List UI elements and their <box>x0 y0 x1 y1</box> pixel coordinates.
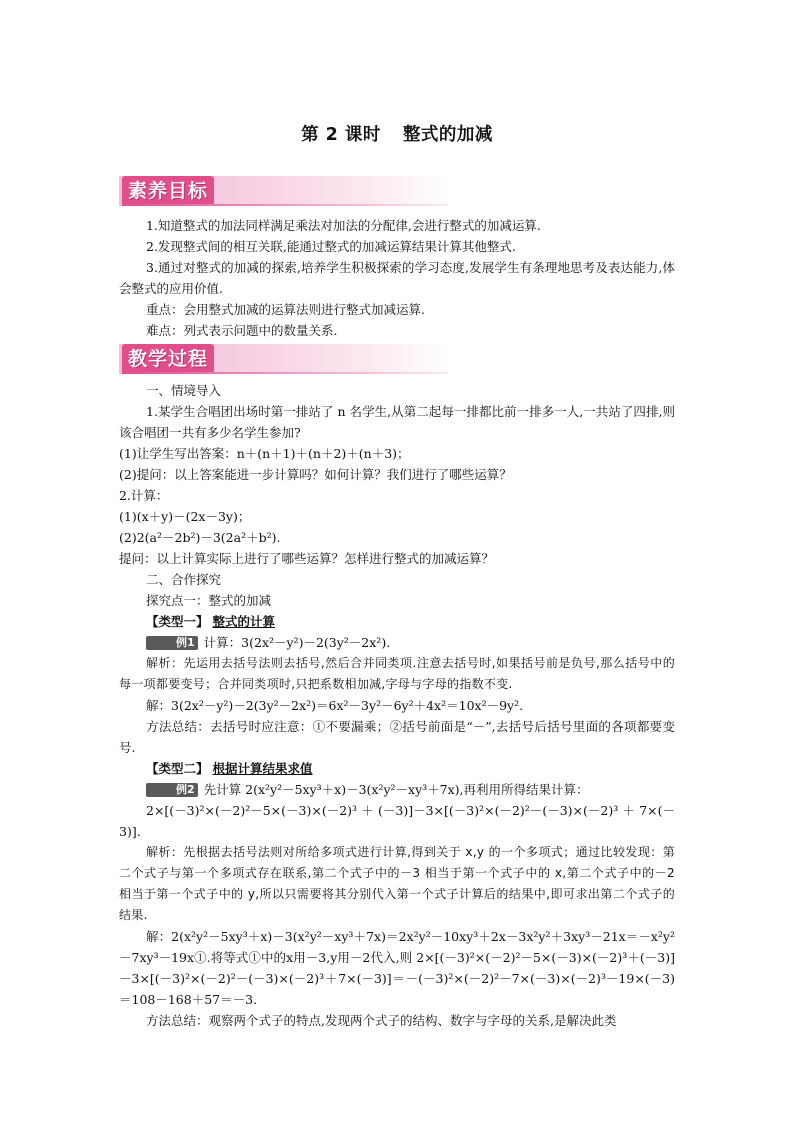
section-banner-process <box>119 344 449 374</box>
question-2c: 提问：以上计算实际上进行了哪些运算？怎样进行整式的加减运算？ <box>119 551 495 566</box>
process-block <box>119 380 675 1031</box>
example-1-text: 计算：3(2x²－y²)－2(3y²－2x²). <box>203 635 391 650</box>
banner-underline <box>122 372 448 374</box>
section-banner-goals <box>119 176 449 206</box>
section-banner-label: 素养目标 <box>122 176 214 206</box>
example-2 <box>119 779 675 800</box>
goal-item: 2.发现整式间的相互关联,能通过整式的加减运算结果计算其他整式. <box>146 239 516 254</box>
example-2-analysis: 解析：先根据去括号法则对所给多项式进行计算,得到关于 x,y 的一个多项式；通过比较发现：第二个式子与第一个多项式存在联系,第二个式子中的－3 相当于第一个式子中的 x,第二个式子中的－2 相当于第一个式子中的 y,所以只需要将其分别代入第一个式子计算后的结果中,即可求出第二个式子的结果. <box>119 845 675 922</box>
goals-block <box>119 215 675 341</box>
example-2-tag: 例2 <box>146 783 198 797</box>
type-2-heading <box>119 758 675 779</box>
key-point: 重点：会用整式加减的运算法则进行整式加减运算. <box>146 302 425 317</box>
question-1b: (2)提问：以上答案能进一步计算吗？如何计算？我们进行了哪些运算？ <box>119 467 512 482</box>
example-2-solution: 解：2(x²y²－5xy³＋x)－3(x²y²－xy³＋7x)＝2x²y²－10xy³＋2x－3x²y²＋3xy³－21x＝－x²y²－7xy³－19x①.将等式①中的x用－3,y用－2代入,则 2×[(－3)²×(－2)²－5×(－3)×(－2)³＋(－3)]－3×[(－3)²×(－2)²－(－3)×(－2)³＋7×(－3)]＝－(－3)²×(－2)²－7×(－3)×(－2)³－19×(－3)＝108－168＋57＝－3. <box>119 929 675 1007</box>
type-2-title: 根据计算结果求值 <box>212 761 313 776</box>
example-1-method: 方法总结：去括号时应注意：①不要漏乘；②括号前面是“－”,去括号后括号里面的各项都要变号. <box>119 719 675 755</box>
example-1-solution: 解：3(2x²－y²)－2(3y²－2x²)＝6x²－3y²－6y²＋4x²＝10x²－9y². <box>146 698 524 713</box>
type-1-bracket: 【类型一】 <box>146 614 209 629</box>
example-1 <box>119 632 675 653</box>
example-1-tag: 例1 <box>146 636 198 650</box>
lesson-topic: 整式的加减 <box>402 125 493 145</box>
type-1-heading <box>119 611 675 632</box>
question-2b: (2)2(a²－2b²)－3(2a²＋b²). <box>119 530 281 545</box>
difficult-point: 难点：列式表示问题中的数量关系. <box>146 323 338 338</box>
lesson-number: 第 2 课时 <box>301 125 381 145</box>
example-1-analysis: 解析：先运用去括号法则去括号,然后合并同类项.注意去括号时,如果括号前是负号,那么括号中的每一项都要变号；合并同类项时,只把系数相加减,字母与字母的指数不变. <box>119 656 675 691</box>
section-banner-label: 教学过程 <box>122 344 214 374</box>
type-2-bracket: 【类型二】 <box>146 761 209 776</box>
goal-item: 3.通过对整式的加减的探索,培养学生积极探索的学习态度,发展学生有条理地思考及表达能力,体会整式的应用价值. <box>119 260 675 296</box>
question-2: 2.计算： <box>119 488 169 503</box>
banner-underline <box>122 204 448 206</box>
heading-intro: 一、情境导入 <box>146 383 222 398</box>
question-1: 1.某学生合唱团出场时第一排站了 n 名学生,从第二起每一排都比前一排多一人,一共站了四排,则该合唱团一共有多少名学生参加? <box>119 404 675 440</box>
type-1-title: 整式的计算 <box>212 614 276 629</box>
example-2-method: 方法总结：观察两个式子的特点,发现两个式子的结构、数字与字母的关系,是解决此类 <box>146 1013 617 1028</box>
heading-explore-point-1: 探究点一：整式的加减 <box>146 593 272 608</box>
example-2-expression: 2×[(－3)²×(－2)²－5×(－3)×(－2)³＋(－3)]－3×[(－3)²×(－2)²－(－3)×(－2)³＋7×(－3)]. <box>119 803 675 839</box>
example-2-text: 先计算 2(x²y²－5xy³＋x)－3(x²y²－xy³＋7x),再利用所得结果计算： <box>203 782 589 797</box>
heading-explore: 二、合作探究 <box>146 572 222 587</box>
goal-item: 1.知道整式的加法同样满足乘法对加法的分配律,会进行整式的加减运算. <box>146 218 541 233</box>
question-1a: (1)让学生写出答案：n＋(n＋1)＋(n＋2)＋(n＋3)； <box>119 446 410 461</box>
lesson-title <box>0 125 794 146</box>
question-2a: (1)(x＋y)－(2x－3y)； <box>119 509 251 524</box>
